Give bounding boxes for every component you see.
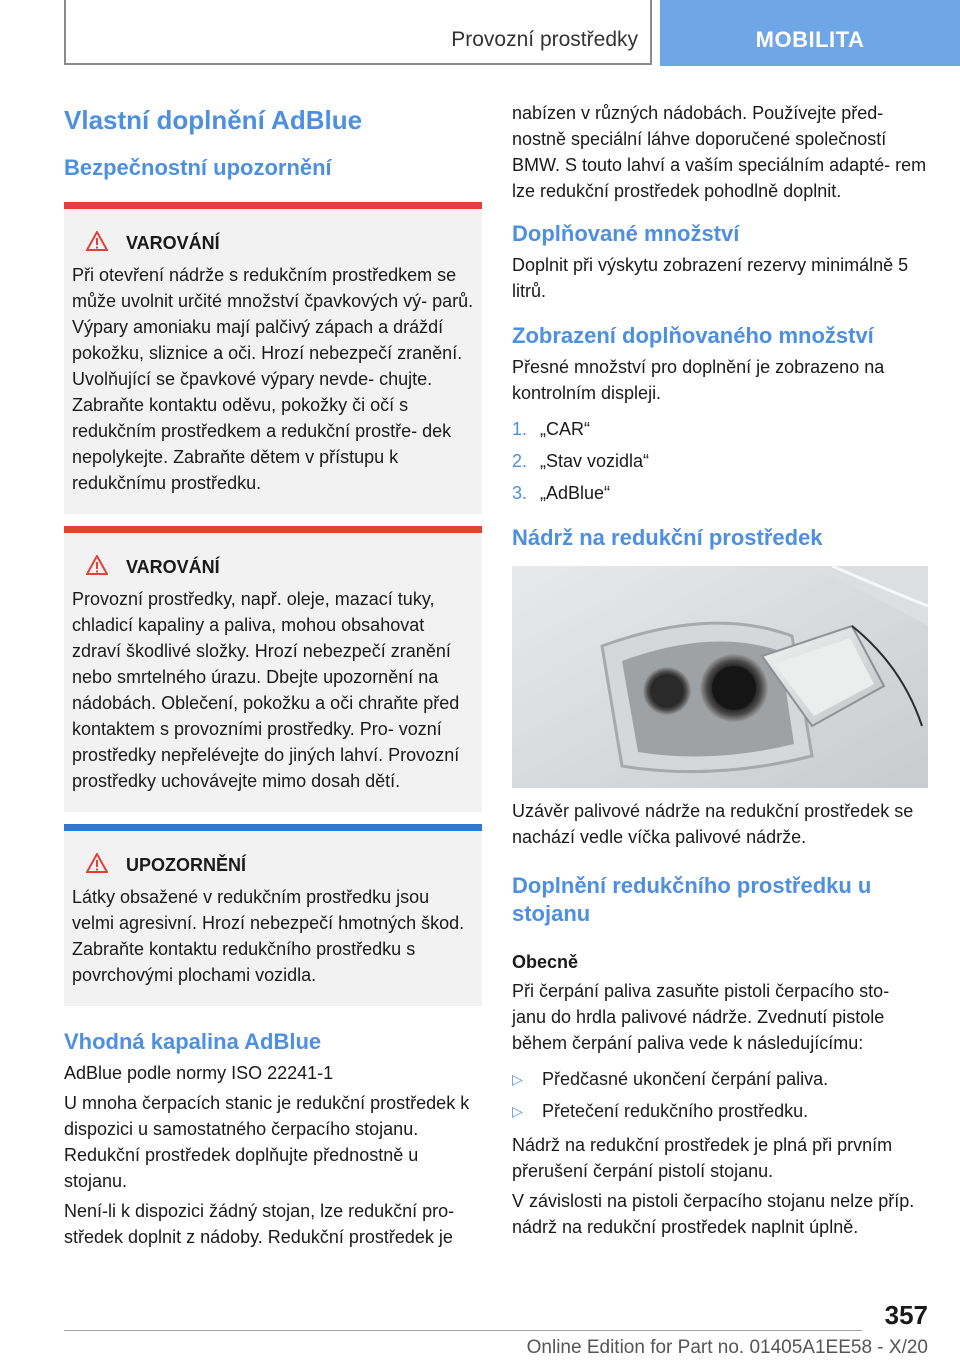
- station-heading: Doplnění redukčního prostředku u stojanu: [512, 873, 872, 926]
- continued-paragraph: nabízen v různých nádobách. Používejte před‐ nostně speciální láhve doporučené společností BMW. S touto lahví a vaším speciálním adapté‐ rem lze redukční prostředek pohodlně doplnit.: [512, 103, 927, 201]
- notice-label: UPOZORNĚNÍ: [126, 855, 247, 875]
- list-item: 1. „CAR“: [512, 419, 590, 439]
- warning-text: Provozní prostředky, např. oleje, mazací tuky, chladicí kapaliny a paliva, mohou obsahovat zdraví škodlivé složky. Hrozí nebezpečí zranění nebo smrtelného úrazu. Dbejte upozornění na nádobách. Oblečení, pokožku a oči chraňte před kontaktem s provozními prostředky. Pro‐ vozní prostředky nepřelévejte do jiných lahví. Provozní prostředky uchovávejte mimo dosah dětí.: [72, 589, 460, 791]
- fluid-paragraph: U mnoha čerpacích stanic je redukční prostředek k dispozici u samostatného čerpacího stojanu. Redukční prostředek doplňujte přednostně u stojanu.: [64, 1093, 470, 1191]
- quantity-heading: Doplňované množství: [512, 221, 740, 246]
- left-column: [64, 96, 482, 1250]
- consequence-list: [512, 1066, 928, 1124]
- general-heading: Obecně: [512, 952, 579, 972]
- warning-box: [64, 202, 482, 514]
- quantity-text: Doplnit při výskytu zobrazení rezervy minimálně 5 litrů.: [512, 255, 909, 301]
- footer-rule: [64, 1330, 862, 1331]
- photo-caption: Uzávěr palivové nádrže na redukční prostředek se nachází vedle víčka palivové nádrže.: [512, 801, 914, 847]
- header-rule-right: [650, 0, 652, 64]
- menu-steps-list: [512, 416, 928, 506]
- notice-box: [64, 824, 482, 1006]
- section-title: Provozní prostředky: [451, 28, 638, 51]
- notice-text: Látky obsažené v redukčním prostředku jsou velmi agresivní. Hrozí nebezpečí hmotných škod. Zabraňte kontaktu redukčního prostředku s povrchovými plochami vozidla.: [72, 887, 465, 985]
- general-text: Při čerpání paliva zasuňte pistoli čerpacího sto‐ janu do hrdla palivové nádrže. Zvednutí pistole během čerpání paliva vede k následujícímu:: [512, 981, 890, 1053]
- display-text: Přesné množství pro doplnění je zobrazeno na kontrolním displeji.: [512, 357, 885, 403]
- warning-label: VAROVÁNÍ: [126, 233, 220, 253]
- page-title: Vlastní doplnění AdBlue: [64, 105, 363, 135]
- warning-triangle-icon: [72, 231, 126, 256]
- fluid-heading: Vhodná kapalina AdBlue: [64, 1029, 322, 1054]
- warning-box: [64, 526, 482, 812]
- list-item: ▷ Přetečení redukčního prostředku.: [512, 1101, 809, 1121]
- tank-heading: Nádrž na redukční prostředek: [512, 525, 823, 550]
- right-column: [512, 96, 928, 1240]
- warning-label: VAROVÁNÍ: [126, 557, 220, 577]
- warning-text: Při otevření nádrže s redukčním prostředkem se může uvolnit určité množství čpavkových vý‐ parů. Výpary amoniaku mají palčivý zápach a dráždí pokožku, sliznice a oči. Hrozí nebezpečí zranění. Uvolňující se čpavkové výpary nevde‐ chujte. Zabraňte kontaktu oděvu, pokožky či očí s redukčním prostředkem a redukční prostře‐ dek nepolykejte. Zabraňte dětem v přístupu k redukčnímu prostředku.: [72, 265, 474, 493]
- list-item: 3. „AdBlue“: [512, 483, 611, 503]
- fluid-norm: AdBlue podle normy ISO 22241-1: [64, 1063, 334, 1083]
- nozzle-text: V závislosti na pistoli čerpacího stojanu nelze příp. nádrž na redukční prostředek naplnit úplně.: [512, 1191, 915, 1237]
- safety-heading: Bezpečnostní upozornění: [64, 155, 332, 180]
- display-heading: Zobrazení doplňovaného množství: [512, 323, 874, 348]
- edition-note: Online Edition for Part no. 01405A1EE58 - X/20: [526, 1337, 928, 1358]
- tank-cap-photo: [512, 566, 928, 788]
- list-item: ▷ Předčasné ukončení čerpání paliva.: [512, 1069, 829, 1089]
- chapter-tab[interactable]: MOBILITA: [660, 0, 960, 66]
- header-rule-bottom: [64, 63, 652, 65]
- list-item: 2. „Stav vozidla“: [512, 451, 650, 471]
- warning-triangle-icon: [72, 555, 126, 580]
- fluid-paragraph: Není-li k dispozici žádný stojan, lze redukční pro‐ středek doplnit z nádoby. Redukční prostředek je: [64, 1201, 455, 1247]
- page-number: 357: [884, 1300, 928, 1330]
- notice-triangle-icon: [72, 853, 126, 878]
- full-tank-text: Nádrž na redukční prostředek je plná při prvním přerušení čerpání pistolí stojanu.: [512, 1135, 893, 1181]
